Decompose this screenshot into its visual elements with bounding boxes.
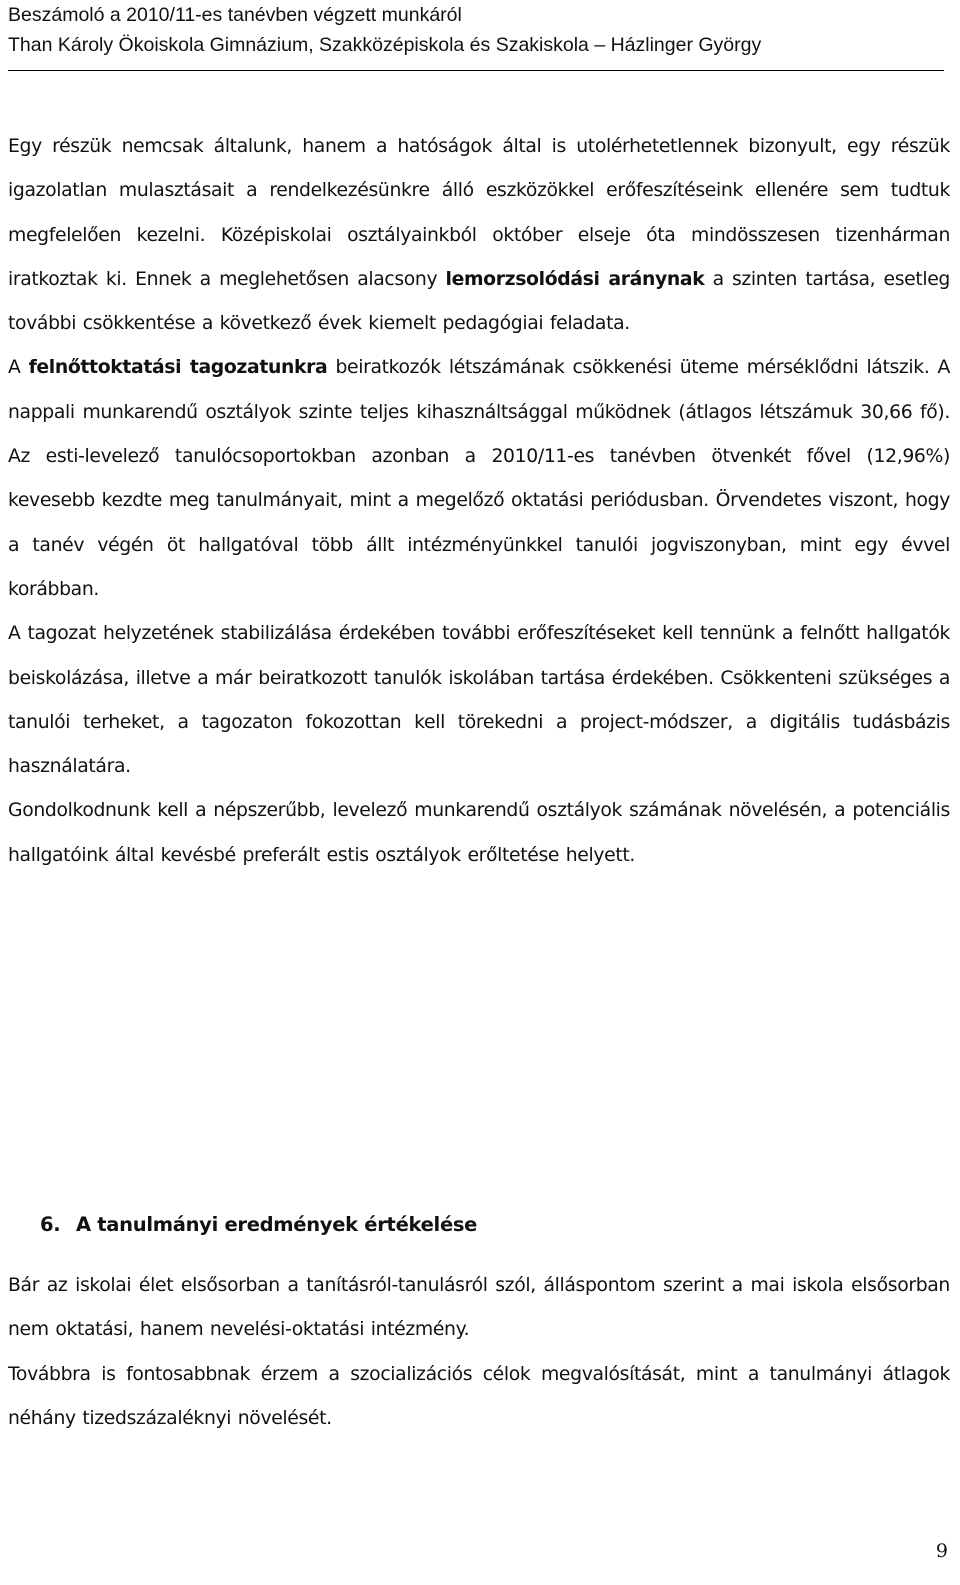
paragraph-text: A tagozat helyzetének stabilizálása érdekében további erőfeszítéseket kell tennünk a felnőtt hallgatók beiskolázása, illetve a már beiratkozott tanulók iskolában tartása érdekében. Csökkenteni szükséges a tanulói terheket, a tagozaton fokozottan kell törekedni a project-módszer, a digitális tudásbázis használatára. (8, 623, 950, 778)
section-number: 6. (40, 1213, 61, 1236)
section-title: A tanulmányi eredmények értékelése (76, 1213, 478, 1236)
paragraph-text: Bár az iskolai élet elsősorban a tanításról-tanulásról szól, álláspontom szerint a mai iskola elsősorban nem oktatási, hanem nevelési-oktatási intézmény. (8, 1275, 950, 1341)
paragraph (8, 346, 950, 612)
emphasis-text: felnőttoktatási tagozatunkra (28, 357, 328, 379)
body-text-block (8, 125, 950, 878)
paragraph (8, 1264, 950, 1353)
paragraph-text: Továbbra is fontosabbnak érzem a szocializációs célok megvalósítását, mint a tanulmányi átlagok néhány tizedszázaléknyi növelését. (8, 1363, 950, 1429)
paragraph-text: A (8, 357, 29, 379)
paragraph (8, 1353, 950, 1442)
paragraph (8, 789, 950, 878)
section-body-text (8, 1264, 950, 1441)
header-institution: Than Károly Ökoiskola Gimnázium, Szakközépiskola és Szakiskola – Házlinger György (8, 34, 762, 56)
section-heading (40, 1213, 477, 1236)
paragraph-text: beiratkozók létszámának csökkenési üteme mérséklődni látszik. A nappali munkarendű osztályok szinte teljes kihasználtsággal működnek (átlagos létszámuk 30,66 fő). Az esti-levelező tanulócsoportokban azonban a 2010/11-es tanévben ötvenkét fővel (12,96%) kevesebb kezdte meg tanulmányait, mint a megelőző oktatási periódusban. Örvendetes viszont, hogy a tanév végén öt hallgatóval több állt intézményünkkel tanulói jogviszonyban, mint egy évvel korábban. (8, 357, 950, 600)
running-header (8, 0, 948, 60)
paragraph (8, 125, 950, 346)
header-title: Beszámoló a 2010/11-es tanévben végzett munkáról (8, 4, 462, 26)
paragraph-text: a szinten tartása, esetleg további csökkentése a következő évek kiemelt pedagógiai feladata. (8, 268, 950, 335)
paragraph (8, 612, 950, 789)
page-number: 9 (935, 1540, 948, 1562)
emphasis-text: lemorzsolódási aránynak (445, 268, 705, 290)
header-divider (8, 70, 944, 71)
paragraph-text: Egy részük nemcsak általunk, hanem a hatóságok által is utolérhetetlennek bizonyult, egy részük igazolatlan mulasztásait a rendelkezésünkre álló eszközökkel erőfeszítéseink ellenére sem tudtuk megfelelően kezelni. Középiskolai osztályainkból október elseje óta mindösszesen tizenhárman iratkoztak ki. Ennek a meglehetősen alacsony (8, 136, 950, 290)
paragraph-text: Gondolkodnunk kell a népszerűbb, levelező munkarendű osztályok számának növelésén, a potenciális hallgatóink által kevésbé preferált estis osztályok erőltetése helyett. (8, 800, 950, 866)
